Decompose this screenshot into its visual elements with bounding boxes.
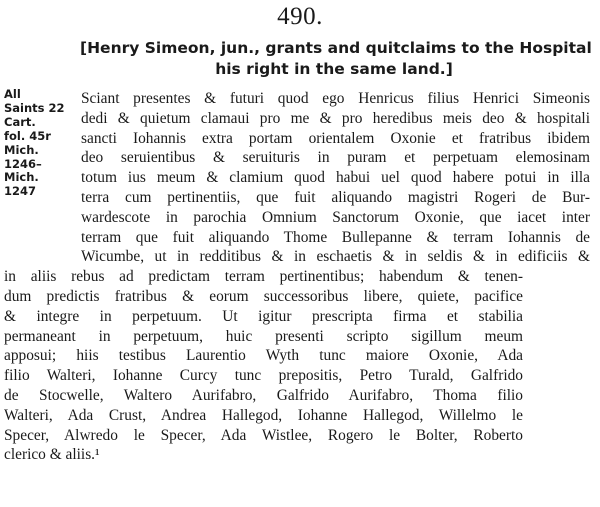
marginal-reference-line: Cart.: [4, 114, 36, 129]
text-line: Sciant presentes & futuri quod ego Henricus filius Henrici Simeonis: [81, 90, 590, 107]
marginal-reference-line: Saints 22: [4, 100, 65, 115]
text-line: apposui; hiis testibus Laurentio Wyth tunc maiore Oxonie, Ada: [4, 347, 523, 365]
marginal-reference-line: 1247: [4, 184, 37, 199]
marginal-reference-line: All: [4, 87, 21, 101]
text-line: sancti Iohannis extra portam orientalem Oxonie et fratribus ibidem: [81, 129, 590, 147]
heading-line: his right in the same land.]: [215, 60, 453, 78]
text-line: dedi & quietum clamaui pro me & pro heredibus meis deo & hospitali: [81, 109, 590, 127]
heading-line: [Henry Simeon, jun., grants and quitclaims to the Hospital: [80, 39, 592, 57]
text-line: permaneant in perpetuum, huic presenti scripto sigillum meum: [4, 327, 523, 345]
text-line: totum ius meum & clamium quod habui uel quod habere potui in illa: [81, 169, 590, 187]
marginal-reference-line: fol. 45r: [4, 128, 51, 143]
marginal-reference: [4, 88, 90, 199]
text-line: Specer, Alwredo le Specer, Ada Wistlee, Rogero le Bolter, Roberto: [4, 426, 523, 444]
text-line: clerico & aliis.¹: [4, 446, 100, 464]
text-line: in aliis rebus ad predictam terram pertinentibus; habendum & tenen-: [4, 268, 523, 286]
text-line: filio Walteri, Iohanne Curcy tunc prepositis, Petro Turald, Galfrido: [4, 367, 523, 385]
text-line: terra cum pertinentiis, que fuit aliquando magistri Rogeri de Bur-: [81, 189, 590, 206]
charter-heading: [80, 38, 592, 80]
charter-number: 490.: [277, 3, 323, 30]
marginal-reference-line: 1246–: [4, 156, 42, 171]
text-line: deo seruientibus & seruituris in puram et perpetuam elemosinam: [81, 149, 590, 167]
text-line: terram que fuit aliquando Thome Bullepanne & terram Iohannis de: [81, 228, 590, 246]
text-line: Walteri, Ada Crust, Andrea Hallegod, Iohanne Hallegod, Willelmo le: [4, 406, 523, 424]
text-line: Wicumbe, ut in redditibus & in eschaetis & in seldis & in edificiis &: [81, 248, 590, 266]
marginal-reference-line: Mich.: [4, 142, 39, 157]
text-line: & integre in perpetuum. Ut igitur prescripta firma et stabilia: [4, 307, 523, 325]
text-line: dum predictis fratribus & eorum successoribus libere, quiete, pacifice: [4, 288, 523, 305]
marginal-reference-line: Mich.: [4, 170, 39, 185]
text-line: de Stocwelle, Waltero Aurifabro, Galfrido Aurifabro, Thoma filio: [4, 387, 523, 404]
text-line: wardescote in parochia Omnium Sanctorum Oxonie, que iacet inter: [81, 208, 590, 226]
